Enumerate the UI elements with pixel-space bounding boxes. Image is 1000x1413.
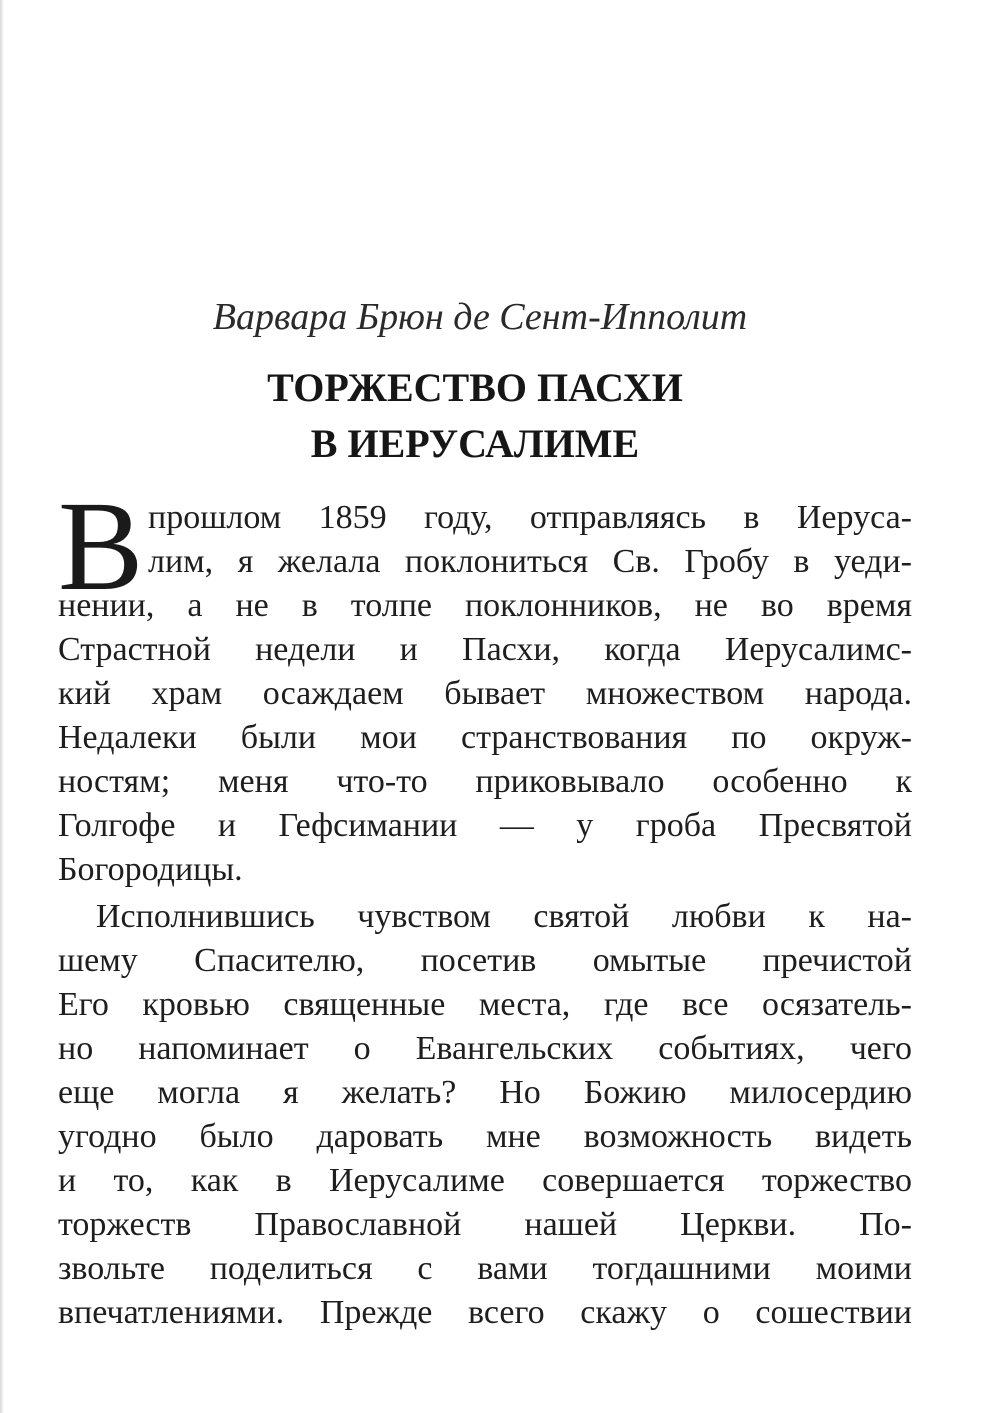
paragraph-2-line-1: Исполнившись чувством святой любви к на- [96,898,912,935]
paragraph-1-line-6: Недалеки были мои странствования по окруж- [58,719,912,756]
paragraph-2-line-3: Его кровью священные места, где все осязатель- [58,986,912,1023]
paragraph-1-line-9: Богородицы. [58,851,243,888]
title-line-1: ТОРЖЕСТВО ПАСХИ [267,365,683,410]
paragraph-2-line-8: торжеств Православной нашей Церкви. По- [58,1206,912,1243]
author-name: Варвара Брюн де Сент-Ипполит [212,296,748,338]
paragraph-2-line-6: угодно было даровать мне возможность видеть [58,1118,912,1155]
title-line-2: В ИЕРУСАЛИМЕ [310,421,640,466]
paragraph-2-line-10: впечатлениями. Прежде всего скажу о сошествии [58,1294,912,1331]
paragraph-1-line-5: кий храм осаждаем бывает множеством народа. [58,675,912,712]
paragraph-1-line-4: Страстной недели и Пасхи, когда Иерусалимс- [58,631,912,668]
paragraph-2-line-7: и то, как в Иерусалиме совершается торжество [58,1162,912,1199]
paragraph-1-line-3: нении, а не в толпе поклонников, не во время [58,587,912,624]
scan-edge-shadow [0,0,4,1413]
paragraph-1-line-2: лим, я желала поклониться Св. Гробу в уеди- [148,543,912,580]
paragraph-1-line-7: ностям; меня что-то приковывало особенно к [58,763,912,800]
drop-cap: В [58,475,144,617]
paragraph-2-line-4: но напоминает о Евангельских событиях, чего [58,1030,912,1067]
paragraph-1-line-1: прошлом 1859 году, отправляясь в Иеруса- [148,499,912,536]
paragraph-2-line-2: шему Спасителю, посетив омытые пречистой [58,942,912,979]
article-title [0,360,950,472]
paragraph-2-line-9: звольте поделиться с вами тогдашними моими [58,1250,912,1287]
paragraph-1-line-8: Голгофе и Гефсимании — у гроба Пресвятой [58,807,912,844]
paragraph-2-line-5: еще могла я желать? Но Божию милосердию [58,1074,912,1111]
